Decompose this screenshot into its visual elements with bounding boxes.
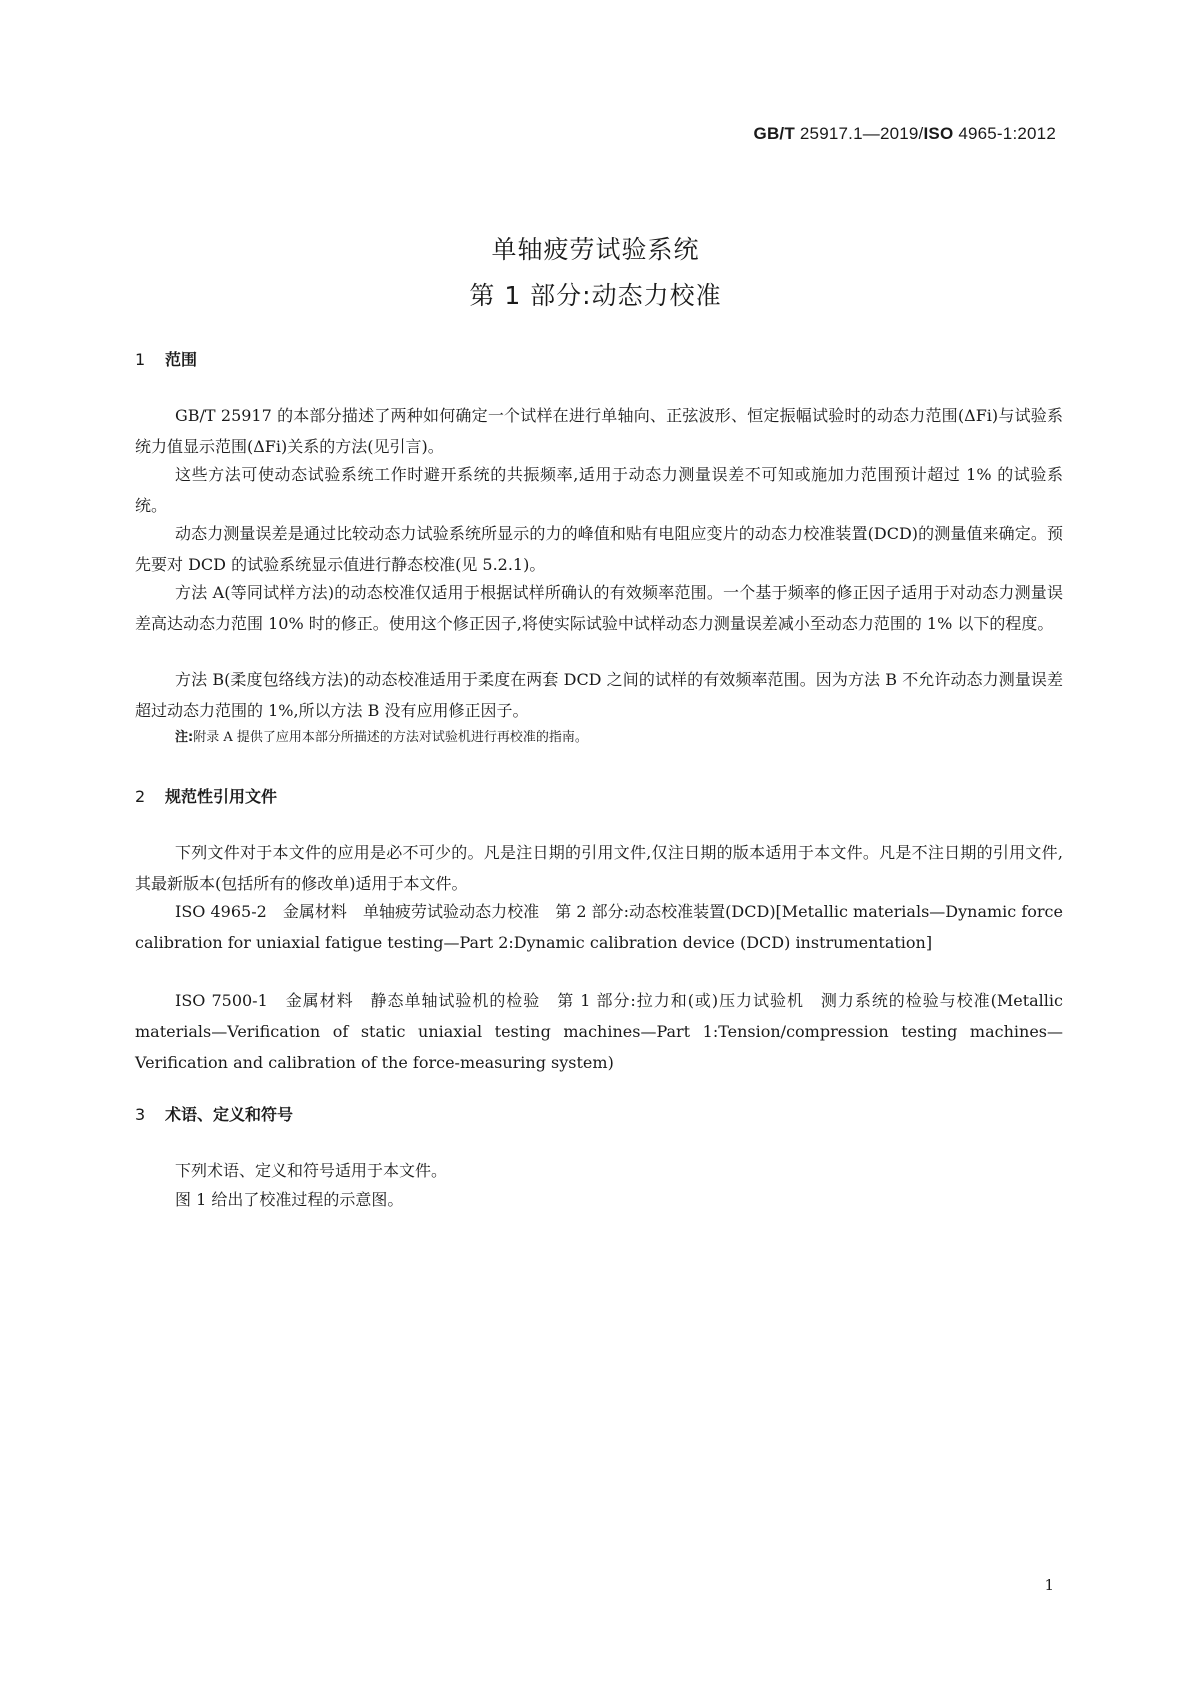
section-2-heading (135, 784, 277, 807)
paragraph: 方法 B(柔度包络线方法)的动态校准适用于柔度在两套 DCD 之间的试样的有效频率范围。因为方法 B 不允许动态力测量误差超过动态力范围的 1%,所以方法 B 没有应用修正因子。 (135, 670, 1063, 720)
page-number: 1 (1044, 1576, 1054, 1594)
document-subtitle: 第 1 部分:动态力校准 (469, 281, 722, 310)
reference-entry: ISO 4965-2 金属材料 单轴疲劳试验动态力校准 第 2 部分:动态校准装置(DCD)[Metallic materials—Dynamic force calibration for uniaxial fatigue testing—Part 2:Dynamic calibration device (DCD) instrumentation] (135, 902, 1063, 952)
reference-entry: ISO 7500-1 金属材料 静态单轴试验机的检验 第 1 部分:拉力和(或)压力试验机 测力系统的检验与校准(Metallic materials—Verification of static uniaxial testing machines—Part 1:Tension/compression testing machines—Verification and calibration of the force-measuring system) (135, 991, 1063, 1072)
section-3-heading (135, 1102, 293, 1125)
paragraph: 下列文件对于本文件的应用是必不可少的。凡是注日期的引用文件,仅注日期的版本适用于本文件。凡是不注日期的引用文件,其最新版本(包括所有的修改单)适用于本文件。 (135, 843, 1063, 893)
paragraph: 动态力测量误差是通过比较动态力试验系统所显示的力的峰值和贴有电阻应变片的动态力校准装置(DCD)的测量值来确定。预先要对 DCD 的试验系统显示值进行静态校准(见 5.2.1)。 (135, 524, 1063, 574)
paragraph: GB/T 25917 的本部分描述了两种如何确定一个试样在进行单轴向、正弦波形、恒定振幅试验时的动态力范围(ΔFi)与试验系统力值显示范围(ΔFi)关系的方法(见引言)。 (135, 406, 1063, 456)
section-title: 规范性引用文件 (165, 787, 278, 806)
section-number: 1 (135, 350, 146, 369)
standard-code-prefix: GB/T (753, 124, 795, 143)
note-text: 附录 A 提供了应用本部分所描述的方法对试验机进行再校准的指南。 (193, 730, 588, 745)
section-number: 2 (135, 787, 146, 806)
standard-code-number: 25917.1—2019/ (799, 124, 924, 143)
section-number: 3 (135, 1105, 146, 1124)
note-label: 注: (175, 730, 194, 745)
section-title: 范围 (165, 350, 198, 369)
standard-code-iso-number: 4965-1:2012 (958, 124, 1056, 143)
paragraph: 方法 A(等同试样方法)的动态校准仅适用于根据试样所确认的有效频率范围。一个基于频率的修正因子适用于对动态力测量误差高达动态力范围 10% 时的修正。使用这个修正因子,将使实际试验中试样动态力测量误差减小至动态力范围的 1% 以下的程度。 (135, 583, 1063, 633)
document-title: 单轴疲劳试验系统 (491, 235, 700, 264)
standard-code (754, 124, 1056, 144)
section-1-heading (135, 347, 197, 370)
paragraph: 这些方法可使动态试验系统工作时避开系统的共振频率,适用于动态力测量误差不可知或施加力范围预计超过 1% 的试验系统。 (135, 465, 1063, 515)
paragraph: 下列术语、定义和符号适用于本文件。 (175, 1161, 448, 1180)
note (175, 726, 588, 745)
section-title: 术语、定义和符号 (165, 1105, 294, 1124)
standard-code-iso: ISO (923, 124, 954, 143)
paragraph: 图 1 给出了校准过程的示意图。 (175, 1190, 404, 1209)
